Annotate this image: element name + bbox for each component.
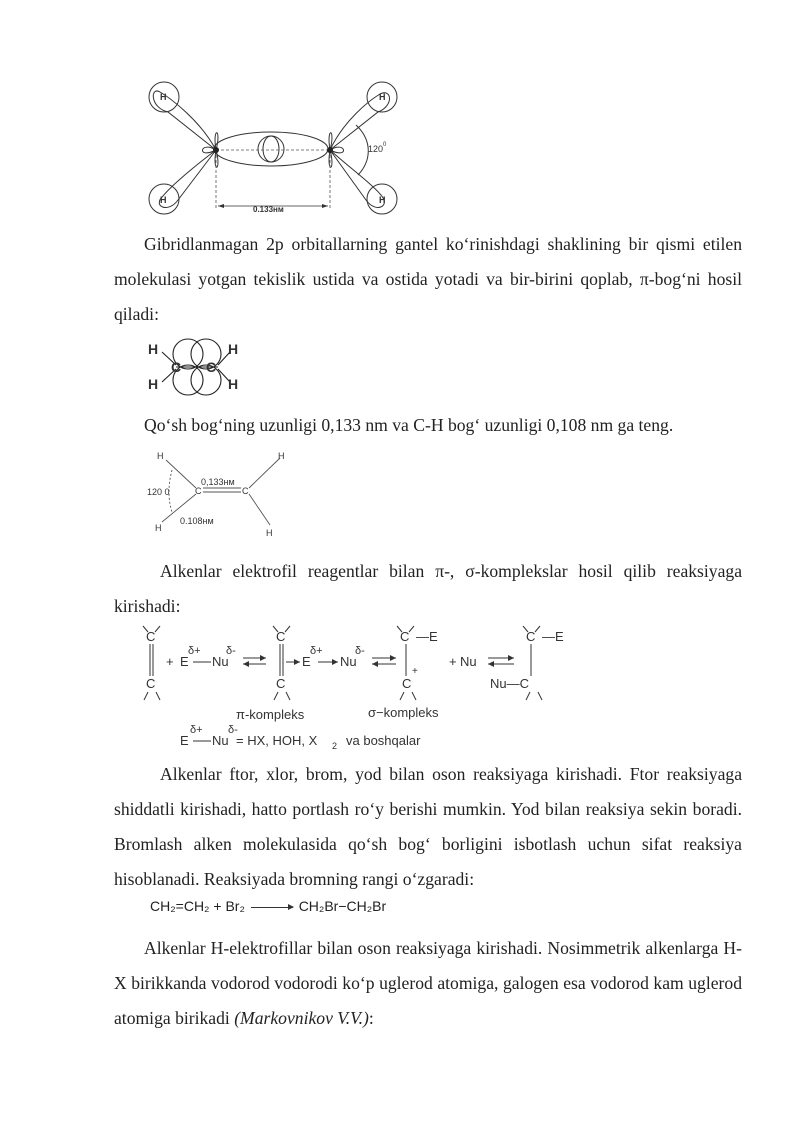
h-label: H — [379, 92, 386, 102]
electrophile-label: E — [180, 733, 189, 748]
h-label: H — [228, 376, 239, 392]
pi-bond-diagram — [140, 332, 250, 398]
bond-geometry-diagram — [140, 446, 300, 542]
bromination-equation — [150, 898, 386, 914]
carbon-label: C — [526, 629, 536, 644]
nucleophile-label: Nu — [212, 733, 229, 748]
delta-minus: δ- — [226, 645, 236, 657]
c-label: C — [171, 359, 182, 375]
carbon-label: C — [146, 629, 156, 644]
paragraph-markovnikov: Alkenlar H-elektrofillar bilan oson reaksiyaga kirishadi. Nosimmetrik alkenlarga H-X birikkanda vodorod vodorodi ko‘p uglerod atomiga, galogen esa vodorod kam uglerod atomiga birikadi (Markovnikov V.V.): — [114, 938, 742, 1028]
reaction-arrow — [251, 907, 293, 908]
reagent-examples-tail: va boshqalar — [346, 733, 421, 748]
c-label: C — [206, 359, 217, 375]
plus-sign: + — [166, 654, 174, 669]
carbon-label: C — [402, 676, 412, 691]
h-label: H — [160, 195, 167, 205]
carbon-label: C — [276, 629, 286, 644]
reagent-examples: = HX, HOH, X — [236, 733, 318, 748]
angle-degree: 0 — [383, 142, 387, 148]
h-label: H — [228, 341, 239, 357]
plus-sign: + — [449, 654, 457, 669]
delta-plus: δ+ — [310, 645, 323, 657]
delta-minus: δ- — [355, 645, 365, 657]
ch-bond-length: 0.108нм — [180, 516, 214, 526]
h-label: H — [160, 92, 167, 102]
paragraph-bond-lengths: Qo‘sh bog‘ning uzunligi 0,133 nm va C-H bog‘ uzunligi 0,108 nm ga teng. — [144, 415, 674, 435]
nucleophile-anion-label: Nu — [460, 654, 477, 669]
sigma-complex-label: σ−kompleks — [368, 705, 439, 720]
c-e-bond-label: —E — [416, 629, 438, 644]
reactant-bromine: Br₂ — [225, 898, 245, 914]
h-label: H — [266, 528, 273, 538]
citation: (Markovnikov V.V.) — [234, 1008, 369, 1028]
angle-label: 120 0 — [147, 487, 170, 497]
nucleophile-label: Nu — [212, 654, 229, 669]
h-label: H — [148, 341, 159, 357]
h-label: H — [379, 195, 386, 205]
bond-length-label: 0.133нм — [253, 205, 284, 214]
carbon-label: C — [146, 676, 156, 691]
h-label: H — [157, 451, 164, 461]
reactant-ethylene: CH₂=CH₂ — [150, 898, 210, 914]
c-label: C — [242, 486, 249, 496]
c-label: C — [195, 486, 202, 496]
paragraph-electrophilic: Alkenlar elektrofil reagentlar bilan π-, σ-komplekslar hosil qilib reaksiyaga kirishadi: — [114, 561, 742, 616]
plus-sign: + — [213, 898, 222, 914]
h-label: H — [278, 451, 285, 461]
product-dibromoethane: CH₂Br−CH₂Br — [298, 898, 387, 914]
h-label: H — [155, 523, 162, 533]
paragraph-hybridization: Gibridlanmagan 2p orbitallarning gantel ko‘rinishdagi shaklining bir qismi etilen molekulasi yotgan tekislik ustida va ostida yotadi va bir-birini qoplab, π-bog‘ni hosil qiladi: — [114, 234, 742, 324]
electrophilic-addition-scheme — [140, 620, 600, 750]
electrophile-label: E — [302, 654, 311, 669]
cation-charge: + — [412, 666, 418, 677]
c-e-bond-label: —E — [542, 629, 564, 644]
delta-minus: δ- — [228, 724, 238, 736]
reagent-subscript: 2 — [332, 741, 338, 751]
delta-plus: δ+ — [190, 724, 203, 736]
double-bond-length: 0,133нм — [201, 477, 235, 487]
delta-plus: δ+ — [188, 645, 201, 657]
h-label: H — [148, 376, 159, 392]
pi-complex-label: π-kompleks — [236, 707, 305, 722]
ethylene-orbital-diagram — [140, 78, 420, 218]
nucleophile-label: Nu — [340, 654, 357, 669]
electrophile-label: E — [180, 654, 189, 669]
carbon-label: C — [276, 676, 286, 691]
carbon-label: C — [400, 629, 410, 644]
angle-label: 120 — [368, 144, 384, 154]
nu-c-bond-label: Nu—C — [490, 676, 530, 691]
paragraph-halogenation: Alkenlar ftor, xlor, brom, yod bilan oson reaksiyaga kirishadi. Ftor reaksiyaga shiddatli kirishadi, hatto portlash ro‘y berishi mumkin. Yod bilan reaksiya sekin boradi. Bromlash alken molekulasida qo‘sh bog‘ borligini isbotlash uchun sifat reaksiya hisoblanadi. Reaksiyada bromning rangi o‘zgaradi: — [114, 764, 742, 889]
